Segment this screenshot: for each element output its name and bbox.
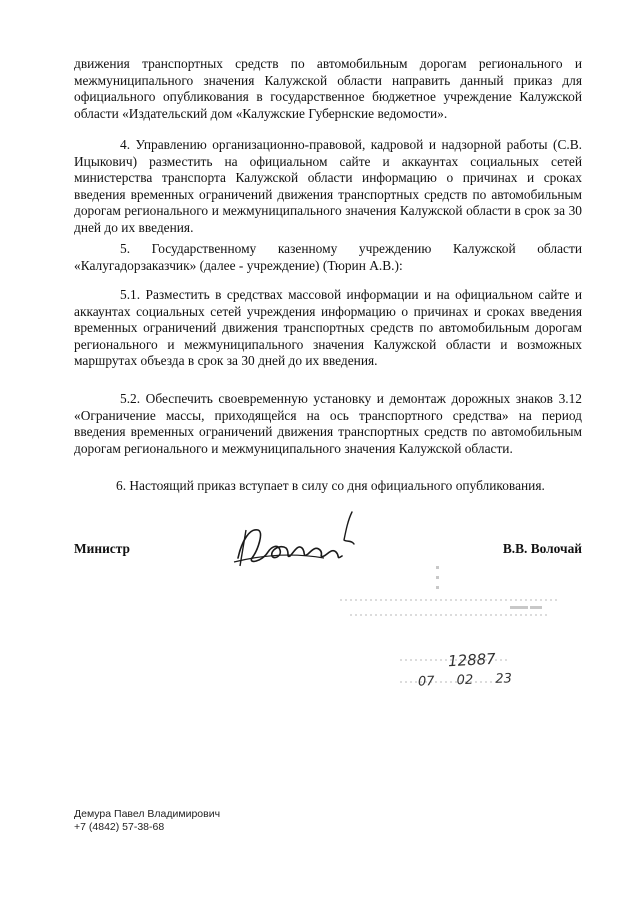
document-body — [74, 56, 582, 122]
paragraph-5: 5. Государственному казенному учреждению Калужской области «Калугадорзаказчик» (далее - учреждение) (Тюрин А.В.): — [74, 241, 582, 273]
paragraph-intro: движения транспортных средств по автомобильным дорогам регионального и межмуниципального значения Калужской области направить данный приказ для официального опубликования в государственное бюджетное учреждение Калужской области «Издательский дом «Калужские Губернские ведомости». — [74, 56, 582, 121]
executor-block — [74, 808, 220, 834]
executor-phone: +7 (4842) 57-38-68 — [74, 821, 165, 833]
paragraph-6: 6. Настоящий приказ вступает в силу со дня официального опубликования. — [116, 478, 545, 493]
registration-number: 12887 — [447, 649, 497, 671]
document-body-p4 — [74, 137, 582, 237]
document-body-p5-1 — [74, 287, 582, 370]
signatory-name: В.В. Волочай — [502, 541, 582, 556]
document-body-p5-2 — [74, 391, 582, 457]
executor-name: Демура Павел Владимирович — [74, 808, 221, 820]
paragraph-4: 4. Управлению организационно-правовой, кадровой и надзорной работы (С.В. Ицыкович) разместить на официальном сайте и аккаунтах социальных сетей министерства транспорта Калужской области информацию о причинах и сроках введения временных ограничений движения транспортных средств по автомобильным дорогам регионального и межмуниципального значения Калужской области в срок за 30 дней до их введения. — [74, 137, 582, 235]
signature-row — [74, 541, 582, 559]
paragraph-5-2: 5.2. Обеспечить своевременную установку и демонтаж дорожных знаков 3.12 «Ограничение массы, приходящейся на ось транспортного средства» на период введения временных ограничений движения транспортных средств по автомобильным дорогам регионального и межмуниципального значения Калужской области. — [74, 391, 582, 456]
document-body-p5 — [74, 241, 582, 274]
registration-date: 07 02 23 — [417, 671, 513, 690]
paragraph-5-1: 5.1. Разместить в средствах массовой информации и на официальном сайте и аккаунтах социальных сетей учреждения информацию о причинах и сроках введения временных ограничений движения транспортных средств по автомобильным дорогам регионального и межмуниципального значения Калужской области и возможных маршрутах объезда в срок за 30 дней до их введения. — [74, 287, 582, 369]
signatory-position: Министр — [74, 541, 130, 556]
document-body-p6 — [74, 478, 582, 495]
